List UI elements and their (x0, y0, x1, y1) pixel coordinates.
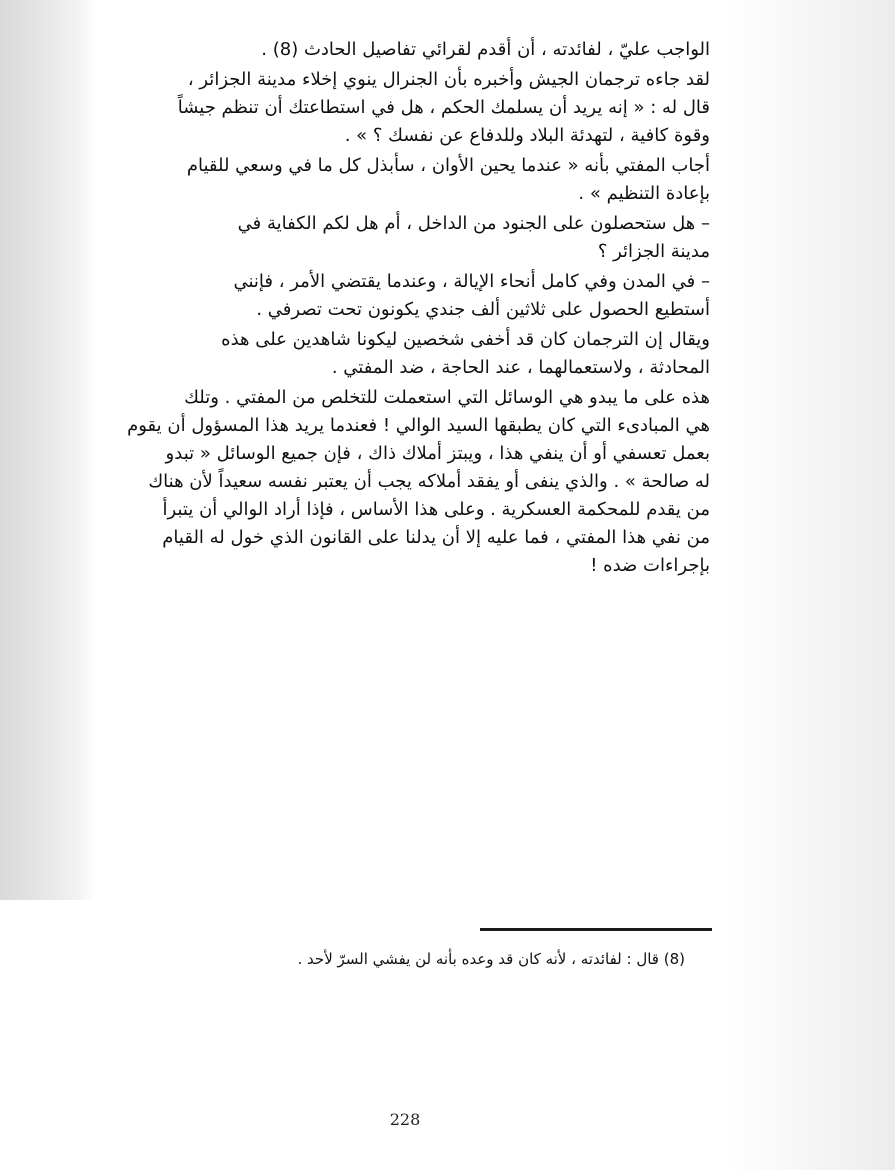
text-line: الواجب عليّ ، لفائدته ، أن أقدم لقرائي تفاصيل الحادث (8) . (261, 39, 710, 60)
paragraph (95, 330, 710, 378)
text-line: من نفي هذا المفتي ، فما عليه إلا أن يدلنا على القانون الذي خول له القيام (162, 527, 710, 548)
paragraph (95, 40, 710, 60)
text-line: – هل ستحصلون على الجنود من الداخل ، أم هل لكم الكفاية في (237, 213, 710, 234)
footnote: (8) قال : لفائدته ، لأنه كان قد وعده بأنه لن يفشي السرّ لأحد . (297, 950, 685, 968)
text-line: بإعادة التنظيم » . (578, 183, 710, 204)
footnote-divider (480, 928, 712, 931)
paragraph (95, 70, 710, 146)
paragraph (95, 388, 710, 576)
text-line: ويقال إن الترجمان كان قد أخفى شخصين ليكونا شاهدين على هذه (221, 329, 710, 350)
text-line: مدينة الجزائر ؟ (597, 241, 710, 262)
text-line: له صالحة » . والذي ينفى أو يفقد أملاكه يجب أن يعتبر نفسه سعيداً لأن هناك (148, 471, 710, 492)
page-number: 228 (389, 1110, 421, 1129)
text-line: بعمل تعسفي أو أن ينفي هذا ، ويبتز أملاك ذاك ، فإن جميع الوسائل « تبدو (165, 443, 710, 464)
page-edge (725, 0, 895, 1170)
text-line: وقوة كافية ، لتهدئة البلاد وللدفاع عن نفسك ؟ » . (344, 125, 710, 146)
paragraph (95, 156, 710, 204)
scan-shadow (0, 0, 95, 900)
text-line: هذه على ما يبدو هي الوسائل التي استعملت للتخلص من المفتي . وتلك (184, 387, 710, 408)
text-line: أستطيع الحصول على ثلاثين ألف جندي يكونون تحت تصرفي . (256, 299, 710, 320)
text-line: بإجراءات ضده ! (590, 555, 710, 576)
paragraph (95, 272, 710, 320)
text-line: لقد جاءه ترجمان الجيش وأخبره بأن الجنرال ينوي إخلاء مدينة الجزائر ، (187, 69, 710, 90)
text-line: من يقدم للمحكمة العسكرية . وعلى هذا الأساس ، فإذا أراد الوالي أن يتبرأ (162, 499, 710, 520)
text-line: هي المبادىء التي كان يطبقها السيد الوالي ! فعندما يريد هذا المسؤول أن يقوم (127, 415, 710, 436)
body-text (95, 40, 710, 586)
text-line: أجاب المفتي بأنه « عندما يحين الأوان ، سأبذل كل ما في وسعي للقيام (186, 155, 710, 176)
text-line: المحادثة ، ولاستعمالهما ، عند الحاجة ، ضد المفتي . (331, 357, 710, 378)
paragraph (95, 214, 710, 262)
text-line: – في المدن وفي كامل أنحاء الإيالة ، وعندما يقتضي الأمر ، فإنني (233, 271, 710, 292)
text-line: قال له : « إنه يريد أن يسلمك الحكم ، هل في استطاعتك أن تنظم جيشاً (177, 97, 710, 118)
